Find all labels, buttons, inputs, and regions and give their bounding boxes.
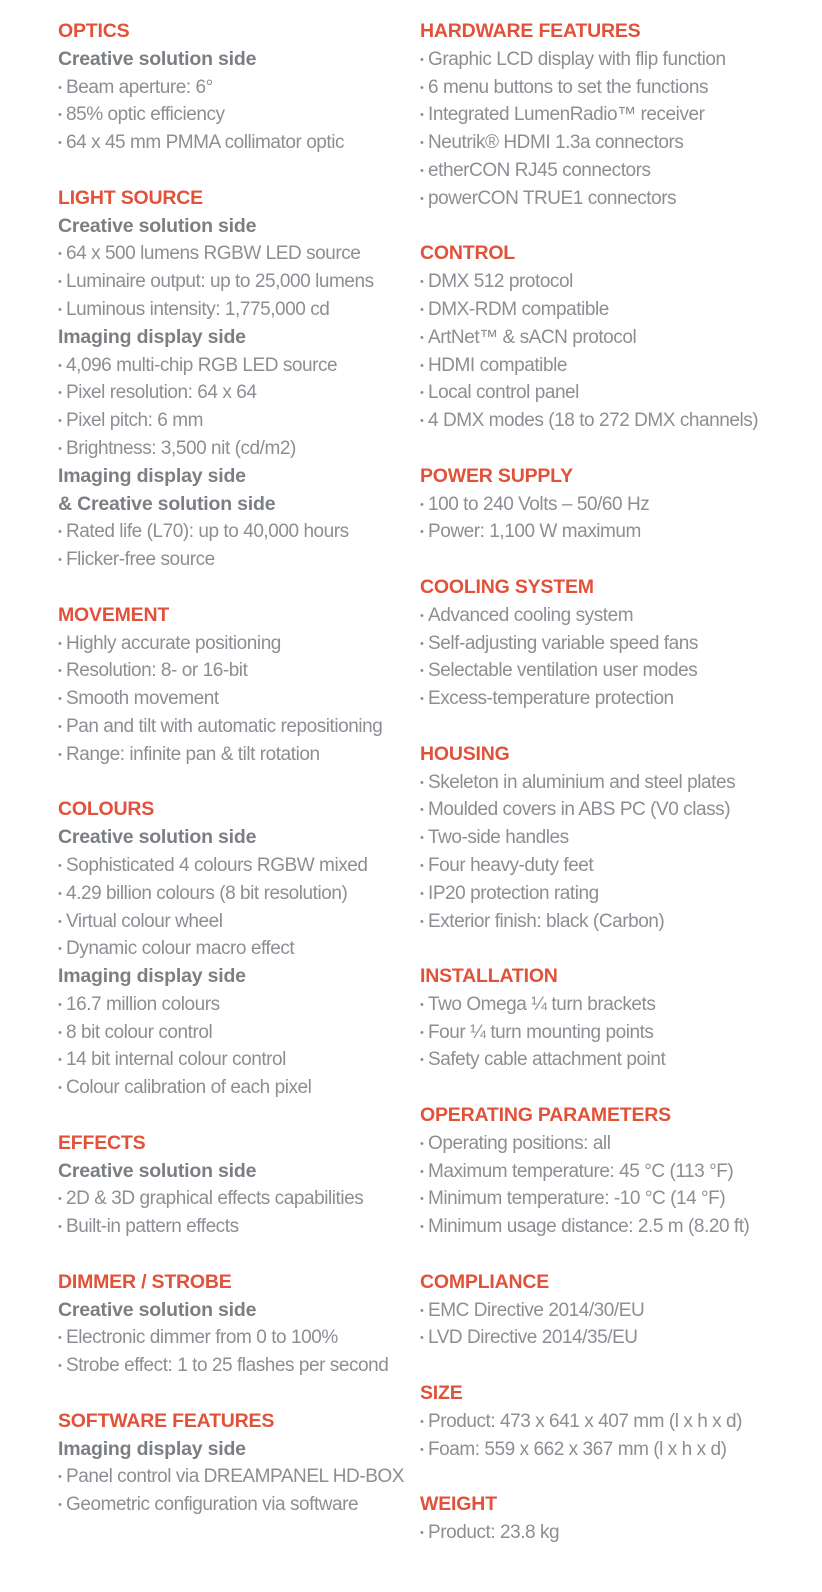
spec-item-text: Range: infinite pan & tilt rotation <box>66 743 320 765</box>
spec-item-text: Skeleton in aluminium and steel plates <box>428 771 736 793</box>
bullet-icon: • <box>420 1137 424 1150</box>
spec-item-text: EMC Directive 2014/30/EU <box>428 1299 645 1321</box>
spec-item-text: 64 x 45 mm PMMA collimator optic <box>66 132 345 154</box>
spec-list-item <box>58 1185 408 1213</box>
spec-section-dimmer-strobe <box>58 1269 408 1380</box>
spec-section-cooling-system <box>420 574 810 713</box>
spec-item-text: Neutrik® HDMI 1.3a connectors <box>428 132 684 154</box>
spec-section-optics <box>58 18 408 157</box>
spec-item-text: 16.7 million colours <box>66 993 220 1015</box>
bullet-icon: • <box>420 1165 424 1178</box>
spec-list-item <box>420 657 810 685</box>
bullet-icon: • <box>420 498 424 511</box>
spec-item-text: Advanced cooling system <box>428 604 634 626</box>
spec-list-item <box>58 685 408 713</box>
bullet-icon: • <box>420 693 424 706</box>
section-heading: OPTICS <box>58 20 130 42</box>
spec-section-colours <box>58 796 408 1102</box>
spec-list-item <box>58 1074 408 1102</box>
spec-list-item <box>420 407 810 435</box>
spec-list-item <box>58 268 408 296</box>
spec-item-text: Rated life (L70): up to 40,000 hours <box>66 521 349 543</box>
spec-list-item <box>58 546 408 574</box>
section-heading: COMPLIANCE <box>420 1270 550 1293</box>
bullet-icon: • <box>58 998 62 1011</box>
spec-column-right <box>420 18 810 1547</box>
spec-list-item <box>420 1158 810 1186</box>
bullet-icon: • <box>420 887 424 900</box>
spec-item-text: Two-side handles <box>428 827 569 849</box>
spec-list-item <box>58 630 408 658</box>
spec-item-text: Luminous intensity: 1,775,000 cd <box>66 298 330 320</box>
spec-list-item <box>420 157 810 185</box>
section-subheading: Creative solution side <box>58 214 257 237</box>
spec-list-item <box>420 352 810 380</box>
spec-list-item <box>420 101 810 129</box>
bullet-icon: • <box>420 1054 424 1067</box>
spec-item-text: DMX-RDM compatible <box>428 298 609 320</box>
spec-list-item <box>420 880 810 908</box>
bullet-icon: • <box>420 804 424 817</box>
spec-section-effects <box>58 1130 408 1241</box>
section-heading: INSTALLATION <box>420 965 558 988</box>
spec-item-text: Minimum usage distance: 2.5 m (8.20 ft) <box>428 1216 750 1238</box>
section-heading: HOUSING <box>420 742 510 765</box>
spec-list-item <box>420 824 810 852</box>
spec-section-software-features <box>58 1408 408 1519</box>
spec-list-item <box>58 240 408 268</box>
bullet-icon: • <box>420 387 424 400</box>
bullet-icon: • <box>58 1054 62 1067</box>
bullet-icon: • <box>58 665 62 678</box>
spec-column-left <box>58 18 408 1519</box>
spec-list-item <box>58 1463 408 1491</box>
spec-item-text: Geometric configuration via software <box>66 1494 359 1516</box>
spec-item-text: Minimum temperature: -10 °C (14 °F) <box>428 1188 726 1210</box>
spec-item-text: Dynamic colour macro effect <box>66 938 295 960</box>
bullet-icon: • <box>58 748 62 761</box>
bullet-icon: • <box>420 609 424 622</box>
spec-item-text: Exterior finish: black (Carbon) <box>428 910 665 932</box>
spec-item-text: IP20 protection rating <box>428 882 599 904</box>
spec-item-text: Four ¼ turn mounting points <box>428 1021 654 1043</box>
spec-item-text: Selectable ventilation user modes <box>428 660 698 682</box>
spec-list-item <box>420 74 810 102</box>
bullet-icon: • <box>420 665 424 678</box>
section-subheading: Creative solution side <box>58 1159 257 1182</box>
spec-item-text: 64 x 500 lumens RGBW LED source <box>66 243 361 265</box>
spec-list-item <box>420 324 810 352</box>
spec-item-text: 14 bit internal colour control <box>66 1049 286 1071</box>
bullet-icon: • <box>420 1304 424 1317</box>
bullet-icon: • <box>58 1360 62 1373</box>
bullet-icon: • <box>58 387 62 400</box>
spec-list-item <box>420 1324 810 1352</box>
spec-list-item <box>58 1352 408 1380</box>
bullet-icon: • <box>58 1499 62 1512</box>
section-subheading: Creative solution side <box>58 47 257 70</box>
spec-item-text: Sophisticated 4 colours RGBW mixed <box>66 854 368 876</box>
bullet-icon: • <box>58 693 62 706</box>
bullet-icon: • <box>58 554 62 567</box>
spec-list-item <box>58 852 408 880</box>
spec-item-text: Local control panel <box>428 382 579 404</box>
spec-item-text: Highly accurate positioning <box>66 632 281 654</box>
spec-section-installation <box>420 963 810 1074</box>
section-heading: HARDWARE FEATURES <box>420 20 641 42</box>
spec-section-housing <box>420 741 810 936</box>
spec-list-item <box>58 407 408 435</box>
spec-list-item <box>420 630 810 658</box>
spec-item-text: Beam aperture: 6° <box>66 76 213 98</box>
spec-item-text: powerCON TRUE1 connectors <box>428 187 677 209</box>
spec-item-text: 4,096 multi-chip RGB LED source <box>66 354 338 376</box>
bullet-icon: • <box>420 526 424 539</box>
spec-list-item <box>420 908 810 936</box>
section-subheading: Imaging display side <box>58 325 246 348</box>
bullet-icon: • <box>420 776 424 789</box>
spec-section-control <box>420 240 810 435</box>
spec-list-item <box>58 1213 408 1241</box>
spec-item-text: 6 menu buttons to set the functions <box>428 76 708 98</box>
spec-list-item <box>58 1491 408 1519</box>
section-subheading: Imaging display side <box>58 464 246 487</box>
spec-item-text: Electronic dimmer from 0 to 100% <box>66 1327 338 1349</box>
section-subheading: Creative solution side <box>58 826 257 849</box>
bullet-icon: • <box>58 442 62 455</box>
spec-list-item <box>58 991 408 1019</box>
spec-item-text: Built-in pattern effects <box>66 1216 239 1238</box>
spec-list-item <box>420 185 810 213</box>
spec-list-item <box>58 518 408 546</box>
spec-section-operating-parameters <box>420 1102 810 1241</box>
spec-list-item <box>58 713 408 741</box>
spec-list-item <box>420 1213 810 1241</box>
spec-item-text: Flicker-free source <box>66 549 215 571</box>
spec-item-text: Luminaire output: up to 25,000 lumens <box>66 271 374 293</box>
spec-section-compliance <box>420 1269 810 1352</box>
section-subheading: Imaging display side <box>58 965 246 988</box>
spec-list-item <box>58 908 408 936</box>
spec-item-text: 2D & 3D graphical effects capabilities <box>66 1188 364 1210</box>
spec-item-text: 8 bit colour control <box>66 1021 213 1043</box>
spec-list-item <box>58 741 408 769</box>
spec-list-item <box>58 880 408 908</box>
spec-item-text: Moulded covers in ABS PC (V0 class) <box>428 799 731 821</box>
bullet-icon: • <box>420 998 424 1011</box>
spec-list-item <box>58 1046 408 1074</box>
section-heading: CONTROL <box>420 242 516 265</box>
spec-list-item <box>420 491 810 519</box>
bullet-icon: • <box>420 1332 424 1345</box>
spec-item-text: Strobe effect: 1 to 25 flashes per second <box>66 1355 389 1377</box>
spec-list-item <box>420 129 810 157</box>
bullet-icon: • <box>420 164 424 177</box>
spec-list-item <box>420 852 810 880</box>
spec-item-text: Self-adjusting variable speed fans <box>428 632 698 654</box>
spec-item-text: 100 to 240 Volts – 50/60 Hz <box>428 493 650 515</box>
spec-list-item <box>58 657 408 685</box>
section-heading: SIZE <box>420 1382 463 1405</box>
spec-item-text: Excess-temperature protection <box>428 688 674 710</box>
spec-list-item <box>58 1019 408 1047</box>
spec-item-text: etherCON RJ45 connectors <box>428 159 651 181</box>
spec-list-item <box>58 296 408 324</box>
bullet-icon: • <box>58 81 62 94</box>
section-heading: EFFECTS <box>58 1131 146 1154</box>
bullet-icon: • <box>420 109 424 122</box>
spec-item-text: LVD Directive 2014/35/EU <box>428 1327 638 1349</box>
section-heading: SOFTWARE FEATURES <box>58 1409 275 1432</box>
spec-list-item <box>58 435 408 463</box>
section-subheading: & Creative solution side <box>58 492 276 515</box>
section-heading: COOLING SYSTEM <box>420 575 594 598</box>
spec-list-item <box>58 101 408 129</box>
spec-list-item <box>420 1019 810 1047</box>
spec-list-item <box>420 1408 810 1436</box>
spec-item-text: Pixel resolution: 64 x 64 <box>66 382 257 404</box>
spec-list-item <box>420 1436 810 1464</box>
bullet-icon: • <box>420 637 424 650</box>
bullet-icon: • <box>58 1026 62 1039</box>
spec-list-item <box>420 518 810 546</box>
spec-item-text: ArtNet™ & sACN protocol <box>428 326 637 348</box>
spec-item-text: Operating positions: all <box>428 1132 611 1154</box>
spec-item-text: Maximum temperature: 45 °C (113 °F) <box>428 1160 734 1182</box>
spec-list-item <box>420 1185 810 1213</box>
spec-item-text: Resolution: 8- or 16-bit <box>66 660 248 682</box>
bullet-icon: • <box>420 1527 424 1540</box>
spec-section-weight <box>420 1491 810 1547</box>
spec-list-item <box>420 769 810 797</box>
spec-list-item <box>420 1046 810 1074</box>
bullet-icon: • <box>58 137 62 150</box>
bullet-icon: • <box>420 1193 424 1206</box>
spec-item-text: Two Omega ¼ turn brackets <box>428 993 656 1015</box>
bullet-icon: • <box>420 359 424 372</box>
bullet-icon: • <box>58 859 62 872</box>
bullet-icon: • <box>420 1415 424 1428</box>
section-heading: POWER SUPPLY <box>420 464 573 487</box>
bullet-icon: • <box>58 637 62 650</box>
bullet-icon: • <box>420 1443 424 1456</box>
bullet-icon: • <box>58 1193 62 1206</box>
bullet-icon: • <box>58 887 62 900</box>
bullet-icon: • <box>420 53 424 66</box>
spec-list-item <box>420 379 810 407</box>
bullet-icon: • <box>420 276 424 289</box>
bullet-icon: • <box>58 276 62 289</box>
bullet-icon: • <box>420 137 424 150</box>
spec-list-item <box>420 268 810 296</box>
section-subheading: Creative solution side <box>58 1298 257 1321</box>
spec-list-item <box>58 379 408 407</box>
spec-list-item <box>420 796 810 824</box>
spec-item-text: Smooth movement <box>66 688 219 710</box>
spec-list-item <box>420 46 810 74</box>
spec-item-text: HDMI compatible <box>428 354 567 376</box>
bullet-icon: • <box>420 859 424 872</box>
spec-list-item <box>420 1297 810 1325</box>
spec-list-item <box>420 991 810 1019</box>
spec-item-text: Foam: 559 x 662 x 367 mm (l x h x d) <box>428 1438 727 1460</box>
spec-list-item <box>58 352 408 380</box>
bullet-icon: • <box>58 1082 62 1095</box>
spec-item-text: DMX 512 protocol <box>428 271 573 293</box>
bullet-icon: • <box>420 832 424 845</box>
section-subheading: Imaging display side <box>58 1437 246 1460</box>
section-heading: LIGHT SOURCE <box>58 186 203 209</box>
spec-section-power-supply <box>420 463 810 546</box>
spec-item-text: Product: 23.8 kg <box>428 1522 560 1544</box>
bullet-icon: • <box>420 81 424 94</box>
bullet-icon: • <box>58 526 62 539</box>
spec-section-size <box>420 1380 810 1463</box>
bullet-icon: • <box>58 943 62 956</box>
spec-list-item <box>420 1519 810 1547</box>
spec-list-item <box>420 296 810 324</box>
bullet-icon: • <box>58 109 62 122</box>
section-heading: DIMMER / STROBE <box>58 1270 232 1293</box>
spec-list-item <box>58 935 408 963</box>
spec-item-text: Colour calibration of each pixel <box>66 1077 312 1099</box>
bullet-icon: • <box>420 1026 424 1039</box>
bullet-icon: • <box>420 331 424 344</box>
bullet-icon: • <box>420 303 424 316</box>
spec-item-text: Four heavy-duty feet <box>428 854 594 876</box>
spec-item-text: 4.29 billion colours (8 bit resolution) <box>66 882 348 904</box>
bullet-icon: • <box>420 915 424 928</box>
bullet-icon: • <box>58 1471 62 1484</box>
spec-item-text: Graphic LCD display with flip function <box>428 48 726 70</box>
section-heading: MOVEMENT <box>58 603 170 626</box>
spec-item-text: Panel control via DREAMPANEL HD-BOX <box>66 1466 404 1488</box>
spec-item-text: Pixel pitch: 6 mm <box>66 410 204 432</box>
bullet-icon: • <box>58 303 62 316</box>
bullet-icon: • <box>58 415 62 428</box>
spec-list-item <box>58 129 408 157</box>
bullet-icon: • <box>58 248 62 261</box>
spec-item-text: Virtual colour wheel <box>66 910 223 932</box>
spec-item-text: Brightness: 3,500 nit (cd/m2) <box>66 437 296 459</box>
spec-item-text: Integrated LumenRadio™ receiver <box>428 104 705 126</box>
spec-item-text: 85% optic efficiency <box>66 104 225 126</box>
spec-item-text: Product: 473 x 641 x 407 mm (l x h x d) <box>428 1410 743 1432</box>
spec-section-movement <box>58 602 408 769</box>
section-heading: WEIGHT <box>420 1493 497 1516</box>
bullet-icon: • <box>58 1221 62 1234</box>
section-heading: OPERATING PARAMETERS <box>420 1104 671 1127</box>
spec-item-text: Power: 1,100 W maximum <box>428 521 641 543</box>
bullet-icon: • <box>420 192 424 205</box>
bullet-icon: • <box>420 1221 424 1234</box>
spec-section-light-source <box>58 185 408 574</box>
spec-list-item <box>420 685 810 713</box>
spec-item-text: Pan and tilt with automatic repositioning <box>66 715 383 737</box>
bullet-icon: • <box>58 915 62 928</box>
spec-list-item <box>420 602 810 630</box>
spec-list-item <box>420 1130 810 1158</box>
spec-item-text: 4 DMX modes (18 to 272 DMX channels) <box>428 410 759 432</box>
spec-list-item <box>58 74 408 102</box>
section-heading: COLOURS <box>58 798 155 821</box>
bullet-icon: • <box>58 720 62 733</box>
spec-section-hardware-features <box>420 18 810 213</box>
bullet-icon: • <box>420 415 424 428</box>
bullet-icon: • <box>58 359 62 372</box>
bullet-icon: • <box>58 1332 62 1345</box>
spec-list-item <box>58 1324 408 1352</box>
spec-item-text: Safety cable attachment point <box>428 1049 666 1071</box>
